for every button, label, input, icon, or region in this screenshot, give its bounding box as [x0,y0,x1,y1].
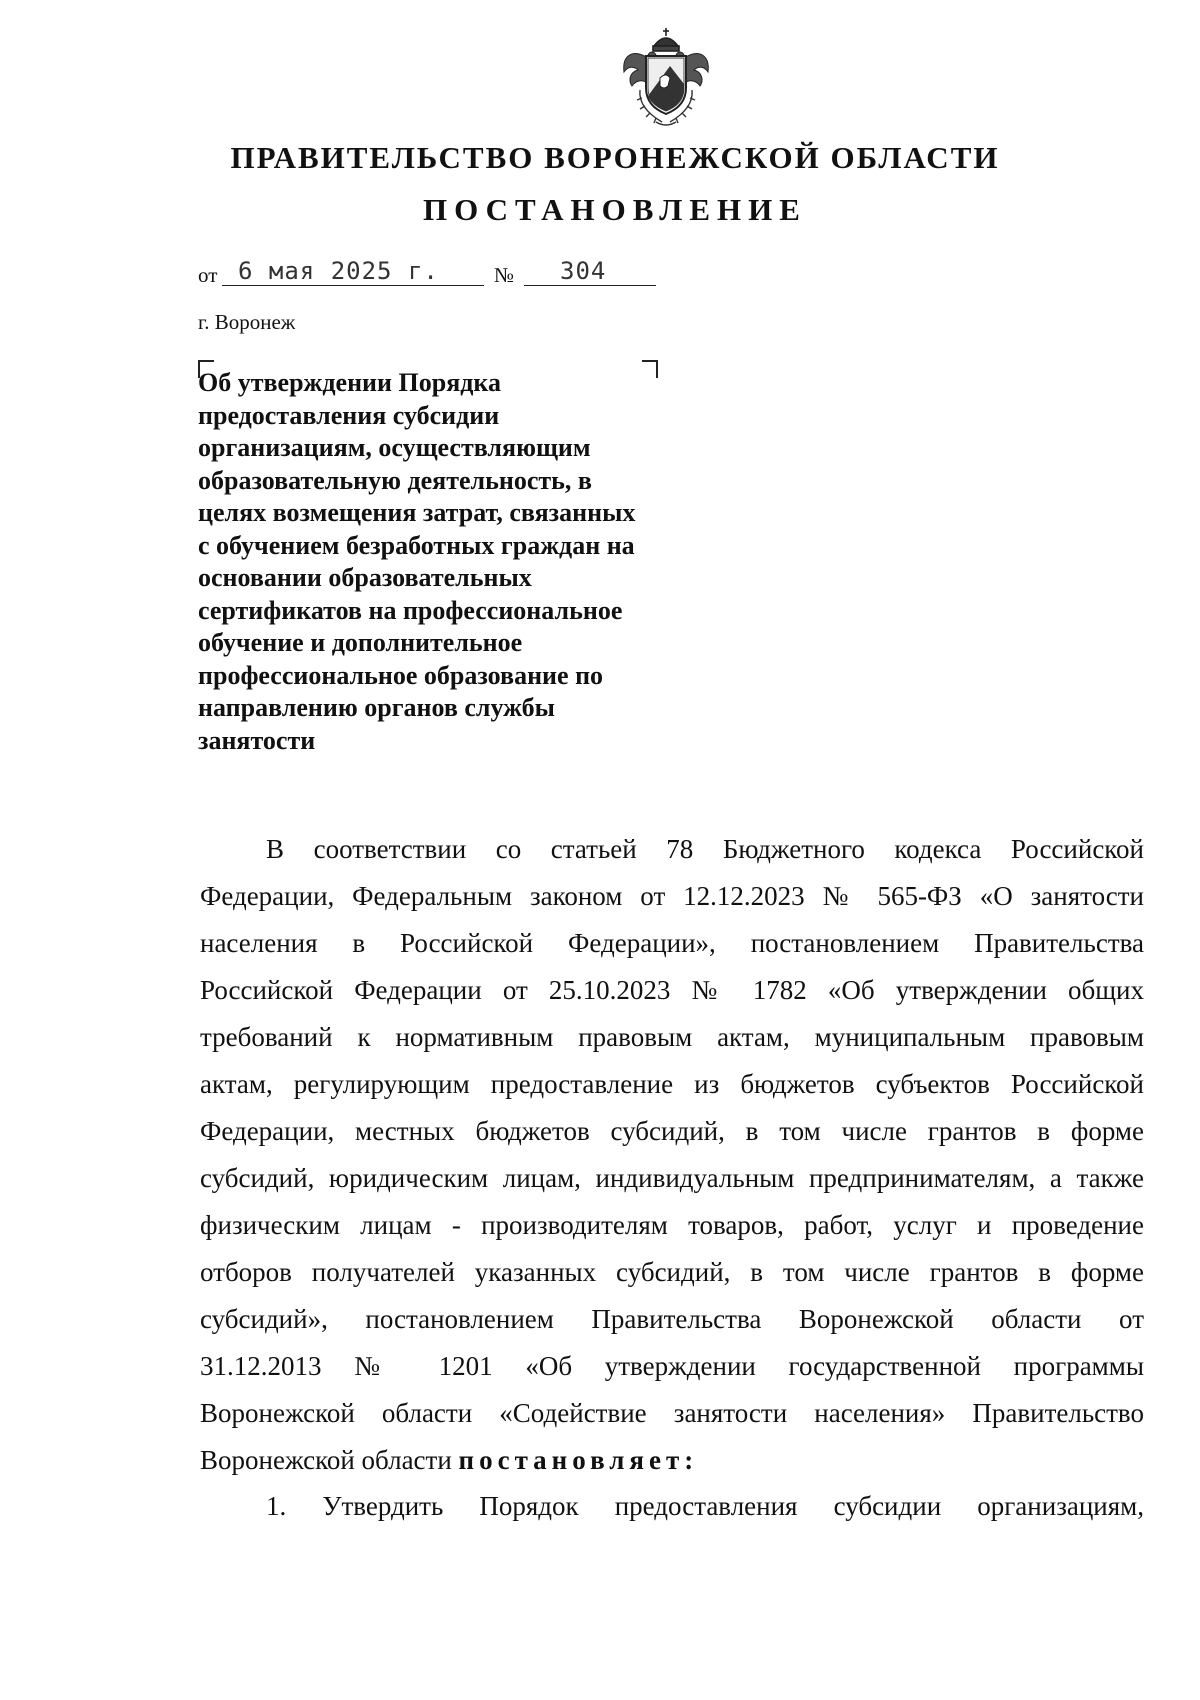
date-value: 6 мая 2025 г. [238,257,439,285]
subject-line: предоставления субсидии [198,400,500,430]
city: г. Воронеж [198,310,296,334]
body-line: Воронежской области «Содействие занятости населения» Правительство [200,1398,1144,1428]
date-field [222,257,484,286]
subject-line: основании образовательных [198,563,532,592]
subject-line: профессиональное образование по [198,660,604,690]
subject-line: Об утверждении Порядка [198,368,502,397]
body-line: В соответствии со статьей 78 Бюджетного кодекса Российской [266,834,1144,864]
closing-prefix: Воронежской области [200,1445,459,1475]
body-line: физическим лицам - производителям товаров, работ, услуг и проведение [200,1210,1144,1240]
body-line: отборов получателей указанных субсидий, в том числе грантов в форме [200,1257,1144,1287]
document-type: ПОСТАНОВЛЕНИЕ [423,192,807,227]
document-subject [198,367,678,757]
preamble-paragraph [200,826,1144,1484]
resolution-item-1 [200,1483,1144,1530]
item-1-text: 1. Утвердить Порядок предоставления субсидии организациям, [266,1491,1144,1521]
subject-line: с обучением безработных граждан на [198,530,635,560]
number-field [524,257,656,286]
subject-line: занятости [198,725,316,755]
coat-of-arms-icon [618,26,714,130]
subject-line: обучение и дополнительное [198,628,523,657]
number-label: № [494,263,515,287]
body-line: субсидий», постановлением Правительства Воронежской области от [200,1304,1144,1334]
number-value: 304 [560,257,607,285]
body-line: населения в Российской Федерации», постановлением Правительства [200,928,1144,958]
subject-line: организациям, осуществляющим [198,433,591,462]
body-line: Федерации, местных бюджетов субсидий, в том числе грантов в форме [200,1116,1144,1146]
resolves-keyword: постановляет: [458,1445,699,1475]
body-line: актам, регулирующим предоставление из бюджетов субъектов Российской [200,1069,1144,1099]
government-title: ПРАВИТЕЛЬСТВО ВОРОНЕЖСКОЙ ОБЛАСТИ [230,140,1000,175]
body-line: Федерации, Федеральным законом от 12.12.2023 № 565-ФЗ «О занятости [200,881,1144,911]
subject-line: целях возмещения затрат, связанных [198,498,636,527]
body-line: требований к нормативным правовым актам, муниципальным правовым [200,1022,1144,1052]
subject-line: направлению органов службы [198,693,555,722]
body-line: субсидий, юридическим лицам, индивидуальным предпринимателям, а также [200,1163,1144,1193]
subject-line: образовательную деятельность, в [198,465,592,495]
body-line: 31.12.2013 № 1201 «Об утверждении государственной программы [200,1351,1144,1381]
body-closing-line [200,1437,1144,1484]
date-label: от [198,263,218,287]
date-number-line [198,252,678,292]
body-line: Российской Федерации от 25.10.2023 № 1782 «Об утверждении общих [200,975,1144,1005]
subject-line: сертификатов на профессиональное [198,595,623,625]
